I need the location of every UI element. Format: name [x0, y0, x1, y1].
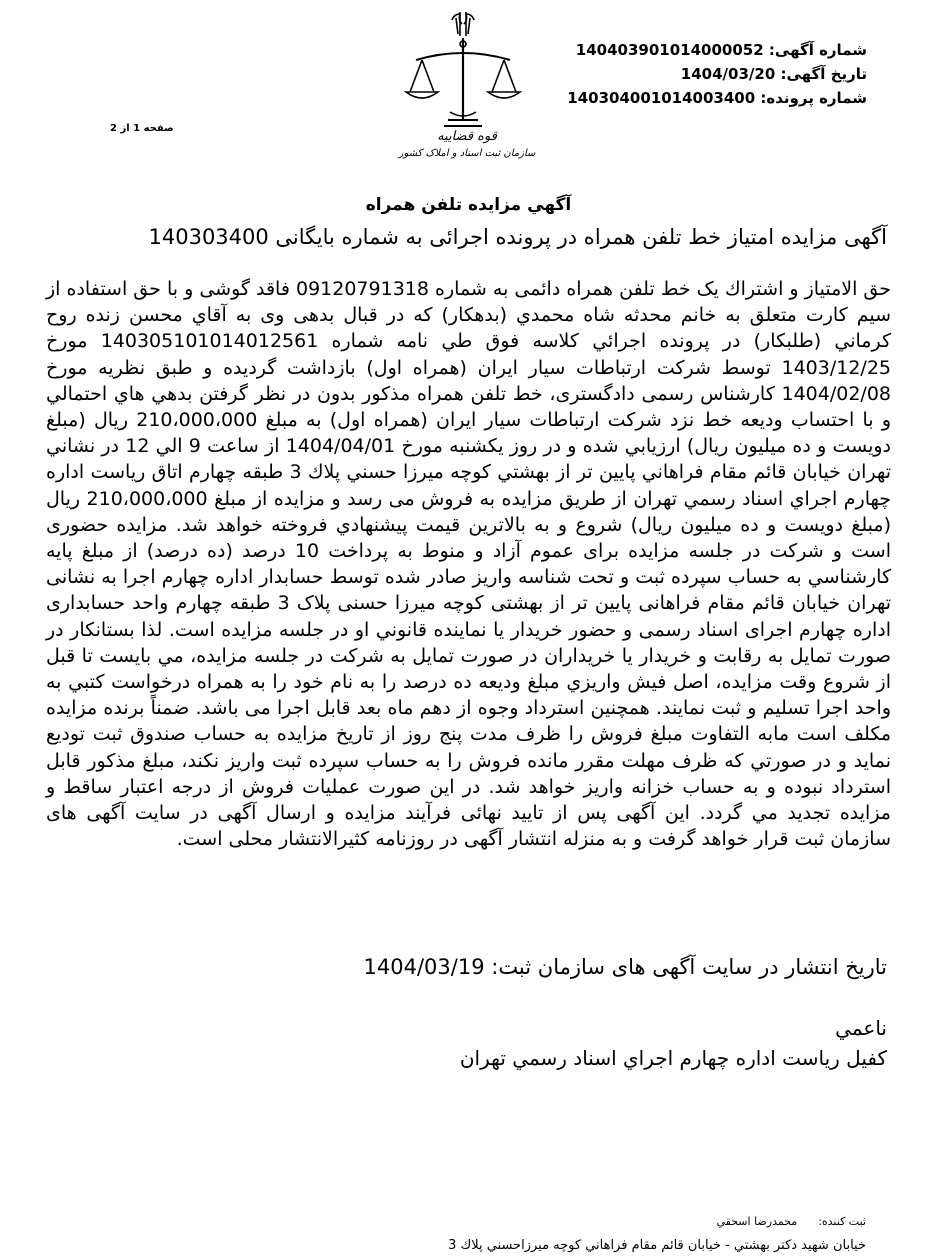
- document-heading: آگهي مزايده تلفن همراه: [365, 195, 572, 215]
- signatory-title: كفيل رياست اداره چهارم اجراي اسناد رسمي تهران: [459, 1046, 887, 1070]
- ad-number-row: [567, 38, 867, 62]
- page-indicator: صفحه 1 از 2: [110, 123, 174, 134]
- judiciary-emblem: [392, 8, 542, 160]
- registrar-label: ثبت كننده:: [818, 1215, 866, 1228]
- file-number: 140304001014003400: [567, 89, 756, 107]
- footer-registrar: [716, 1215, 866, 1228]
- ad-date: 1404/03/20: [680, 65, 776, 83]
- publish-date-line: تاریخ انتشار در سایت آگهی های سازمان ثبت: 1404/03/19: [363, 955, 887, 979]
- ad-number-label: شماره آگهی:: [768, 41, 867, 59]
- signature-block: [387, 1013, 887, 1073]
- scales-of-justice-emblem-icon: [392, 8, 542, 160]
- ad-date-label: تاریخ آگهی:: [780, 65, 867, 83]
- file-number-row: [567, 86, 867, 110]
- emblem-line-2: سازمان ثبت اسناد و املاک کشور: [398, 148, 536, 159]
- registrar-name: محمدرضا اسحقي: [716, 1215, 798, 1228]
- auction-body-text: حق الامتياز و اشتراك يک خط تلفن همراه دائمی به شماره 09120791318 فاقد گوشی و با حق استفاده از سیم کارت متعلق به خانم محدثه شاه محمدي (بدهكار) که در قبال بدهی وی به آقاي محسن زنده روح كرماني (طلبكار) در پرونده اجرائي كلاسه فوق طي نامه شماره 14030510101401256​1 مورخ 1403/12/25 توسط شرکت ارتباطات سیار ایران (همراه اول) بازداشت گرديده و طبق نظريه مورخ 1404/02/08 کارشناس رسمی دادگستری، خط تلفن همراه مذکور بدون در نظر گرفتن بدهي هاي احتمالي و با احتساب وديعه خط نزد شرکت ارتباطات سیار ایران (همراه اول) به مبلغ 210،000،000 ريال (مبلغ دويست و ده ميليون ريال) ارزيابي شده و در روز یکشنبه مورخ 1404/04/01 از ساعت 9 الي 12 در نشاني تهران خيابان قائم مقام فراهاني پايين تر از بهشتي كوچه ميرزا حسني پلاك 3 طبقه چهارم اتاق رياست اداره چهارم اجراي اسناد رسمي تهران از طريق مزايده به فروش می رسد و مزایده از مبلغ 210،000،000 ريال (مبلغ دويست و ده ميليون ريال) شروع و به بالاترين قيمت پيشنهادي فروخته خواهد شد. مزایده حضوری است و شرکت در جلسه مزایده برای عموم آزاد و منوط به پرداخت 10 درصد (ده درصد) از مبلغ پايه كارشناسي به حساب سپرده ثبت و تحت شناسه واريز صادر شده توسط حسابدار اداره چهارم اجرا به نشانی تهران خیابان قائم مقام فراهانی پایین تر از بهشتی کوچه میرزا حسنی پلاک 3 طبقه چهارم واحد حسابداری اداره چهارم اجرای اسناد رسمی و حضور خریدار یا نماينده قانوني او در جلسه مزایده است. لذا بستانكار در صورت تمايل به رقابت و خريدار يا خريداران در صورت تمايل به شركت در جلسه مزايده، مي بايست تا قبل از شروع وقت مزايده، اصل فيش واريزي مبلغ وديعه ده درصد را به نام خود را به همراه درخواست كتبي به واحد اجرا تسليم و ثبت نمايند. همچنین استرداد وجوه از دهم ماه بعد قابل اجرا می باشد. ضمناً برنده مزایده مکلف است مابه التفاوت مبلغ فروش را ظرف مدت پنج روز از تاريخ مزايده به حساب صندوق ثبت توديع نمايد و در صورتي كه ظرف مهلت مقرر مانده فروش را به حساب سپرده ثبت واريز نكند، مبلغ مذكور قابل استرداد نبوده و به حساب خزانه واريز خواهد شد. در این صورت عملیات فروش از درجه اعتبار ساقط و مزايده تجديد مي گردد. این آگهی پس از تایید نهائی فرآیند مزایده و ارسال آگهی در سایت آگهی های سازمان ثبت قرار خواهد گرفت و به منزله انتشار آگهی در روزنامه کثیرالانتشار محلی است.: [46, 278, 892, 851]
- document-subheading: آگهی مزایده امتیاز خط تلفن همراه در پرونده اجرائی به شماره بایگانی 140303400: [148, 225, 887, 249]
- signatory-name: ناعمي: [835, 1016, 887, 1040]
- ad-number: 140403901014000052: [575, 41, 764, 59]
- footer-address: خيابان شهيد دكتر بهشتي - خيابان قائم مقام فراهاني كوچه ميرزاحسني پلاك 3: [448, 1238, 866, 1253]
- ad-date-row: [567, 62, 867, 86]
- emblem-line-1: قوه قضاییه: [437, 129, 497, 144]
- file-number-label: شماره پرونده:: [760, 89, 867, 107]
- ad-metadata: [567, 38, 867, 110]
